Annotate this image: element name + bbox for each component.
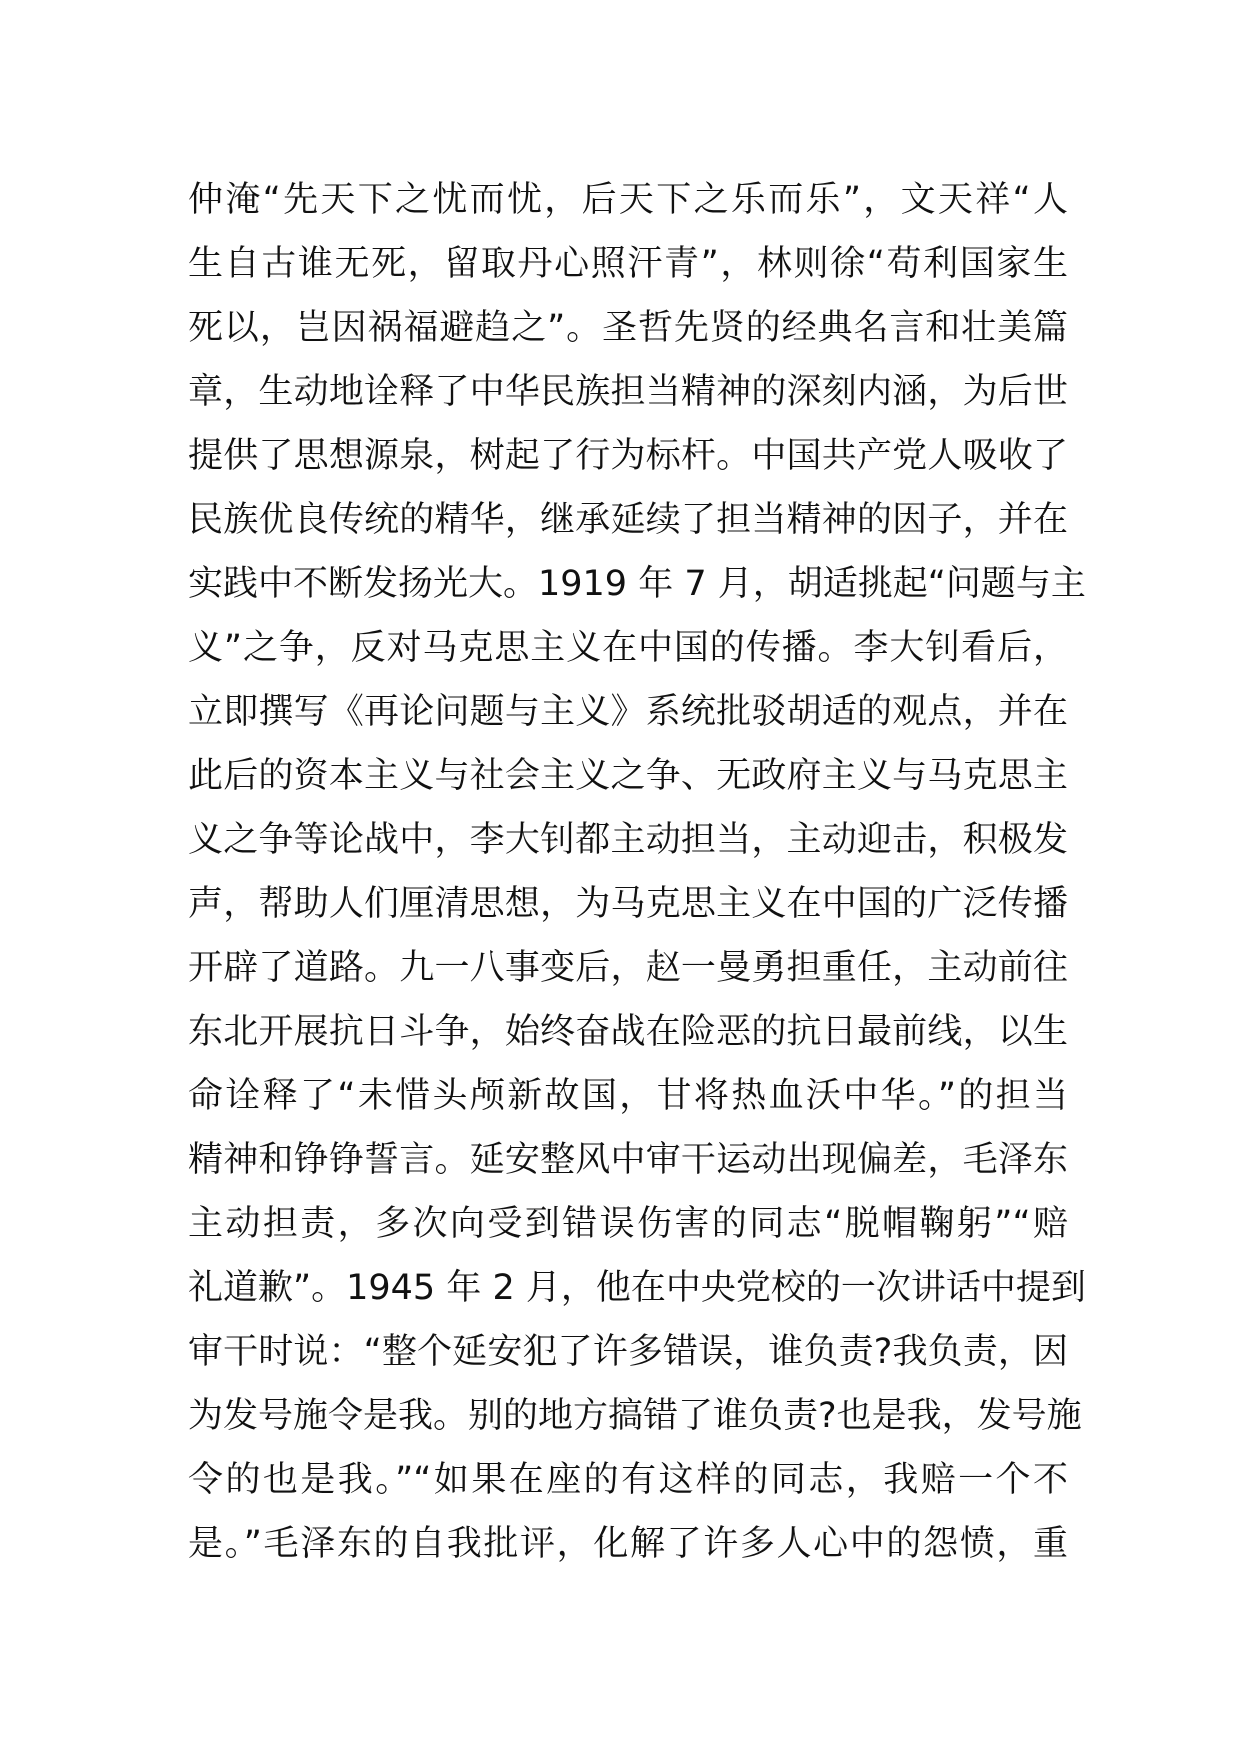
text-line: 立即撰写《再论问题与主义》系统批驳胡适的观点，并在 xyxy=(188,692,1068,732)
text-line: 义”之争，反对马克思主义在中国的传播。李大钊看后， xyxy=(188,628,1068,668)
text-line: 仲淹“先天下之忧而忧，后天下之乐而乐”，文天祥“人 xyxy=(188,180,1068,220)
text-line: 令的也是我。”“如果在座的有这样的同志，我赔一个不 xyxy=(188,1460,1068,1500)
text-line: 声，帮助人们厘清思想，为马克思主义在中国的广泛传播 xyxy=(188,884,1068,924)
text-line: 是。”毛泽东的自我批评，化解了许多人心中的怨愤，重 xyxy=(188,1524,1068,1564)
text-line: 审干时说：“整个延安犯了许多错误，谁负责?我负责，因 xyxy=(188,1332,1068,1372)
text-line: 死以，岂因祸福避趋之”。圣哲先贤的经典名言和壮美篇 xyxy=(188,308,1068,348)
text-line: 东北开展抗日斗争，始终奋战在险恶的抗日最前线，以生 xyxy=(188,1012,1068,1052)
text-line: 提供了思想源泉，树起了行为标杆。中国共产党人吸收了 xyxy=(188,436,1068,476)
text-line: 民族优良传统的精华，继承延续了担当精神的因子，并在 xyxy=(188,500,1068,540)
text-line: 精神和铮铮誓言。延安整风中审干运动出现偏差，毛泽东 xyxy=(188,1140,1068,1180)
text-line: 礼道歉”。1945 年 2 月，他在中央党校的一次讲话中提到 xyxy=(188,1268,1086,1308)
text-line: 实践中不断发扬光大。1919 年 7 月，胡适挑起“问题与主 xyxy=(188,564,1086,604)
text-line: 义之争等论战中，李大钊都主动担当，主动迎击，积极发 xyxy=(188,820,1068,860)
text-line: 主动担责，多次向受到错误伤害的同志“脱帽鞠躬”“赔 xyxy=(188,1204,1068,1244)
text-line: 生自古谁无死，留取丹心照汗青”，林则徐“苟利国家生 xyxy=(188,244,1068,284)
text-line: 此后的资本主义与社会主义之争、无政府主义与马克思主 xyxy=(188,756,1068,796)
text-line: 开辟了道路。九一八事变后，赵一曼勇担重任，主动前往 xyxy=(188,948,1068,988)
text-line: 命诠释了“未惜头颅新故国，甘将热血沃中华。”的担当 xyxy=(188,1076,1068,1116)
text-line: 章，生动地诠释了中华民族担当精神的深刻内涵，为后世 xyxy=(188,372,1068,412)
body-paragraph xyxy=(188,168,1086,1576)
text-line: 为发号施令是我。别的地方搞错了谁负责?也是我，发号施 xyxy=(188,1396,1082,1436)
